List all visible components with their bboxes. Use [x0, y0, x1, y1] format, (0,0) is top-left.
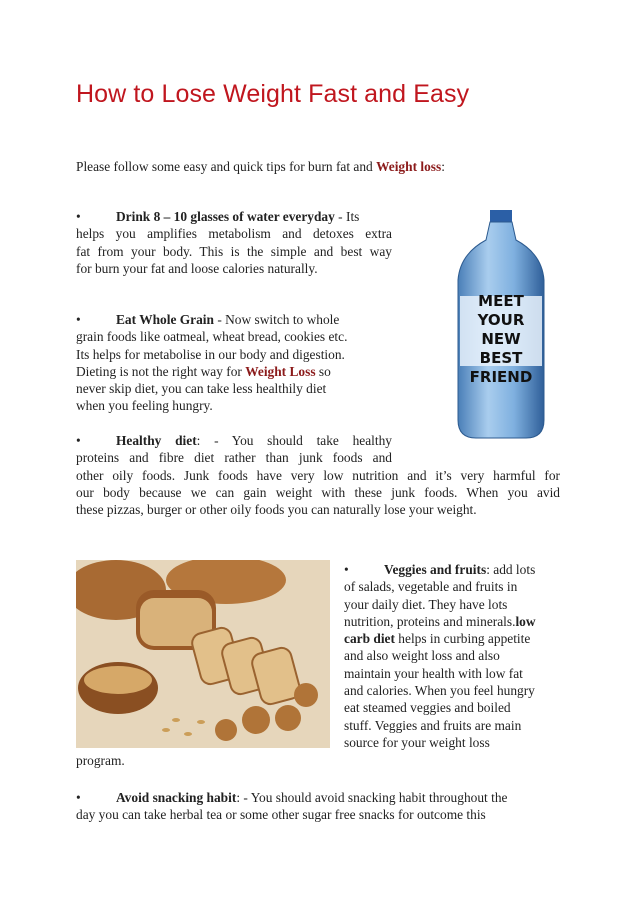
tip-veggies-text-0: : add lots [486, 562, 536, 577]
tip-water-text-2: fat from your body. This is the simple and best way [76, 243, 392, 259]
tip-diet-text-2: other oily foods. Junk foods have very low nutrition and it’s very harmful for [76, 467, 560, 483]
cookie [215, 719, 237, 741]
tip-grain [76, 311, 392, 415]
oats [84, 666, 152, 694]
tip-grain-text-3 [76, 363, 392, 380]
tip-veggies-line-1 [344, 561, 562, 578]
low-carb-link-2[interactable]: carb diet [344, 631, 395, 647]
tip-grain-text-5: when you feeling hungry. [76, 398, 213, 414]
low-carb-link-1[interactable]: low [515, 613, 536, 629]
water-bottle-image [446, 210, 556, 440]
tip-veggies-text-3a: nutrition, proteins and minerals. [344, 613, 516, 629]
bullet-icon: • [76, 209, 81, 224]
tip-veggies-text-6: maintain your health with low fat [344, 665, 523, 681]
tip-veggies-text-4 [344, 630, 562, 647]
bottle-label-word: MEET [478, 292, 524, 310]
bottle-label-word: YOUR [477, 311, 525, 329]
tip-snacking-text-1: day you can take herbal tea or some other sugar free snacks for outcome this [76, 807, 486, 823]
bullet-icon: • [76, 790, 81, 805]
cookie [242, 706, 270, 734]
intro-text: Please follow some easy and quick tips for burn fat and [76, 159, 377, 174]
cookie [294, 683, 318, 707]
tip-water-line-1 [76, 208, 392, 225]
tip-snacking [76, 789, 560, 824]
tip-veggies-text-7: and calories. When you feel hungry [344, 683, 535, 699]
tip-snacking-text-0: : - You should avoid snacking habit throughout the [236, 790, 508, 805]
tip-diet-line-1 [76, 432, 392, 449]
tip-veggies-text-2: your daily diet. They have lots [344, 596, 508, 612]
grain [184, 732, 192, 736]
tip-veggies-text-10: source for your weight loss [344, 734, 490, 750]
tip-grain-text-1: grain foods like oatmeal, wheat bread, cookies etc. [76, 329, 348, 345]
tip-veggies-text-5: and also weight loss and also [344, 648, 500, 664]
tip-veggies-text-1: of salads, vegetable and fruits in [344, 579, 518, 595]
tip-veggies-text-9: stuff. Veggies and fruits are main [344, 717, 522, 733]
tip-water-text-0: - Its [334, 209, 360, 224]
bottle-label-word: FRIEND [469, 368, 533, 386]
tip-grain-heading: Eat Whole Grain [116, 312, 214, 327]
tip-water-heading: Drink 8 – 10 glasses of water everyday [116, 209, 335, 224]
bottle-label-word: BEST [479, 349, 523, 367]
cookie [275, 705, 301, 731]
tip-diet-heading: Healthy diet [116, 433, 197, 448]
tip-diet-text-4: these pizzas, burger or other oily foods you can naturally lose your weight. [76, 502, 477, 518]
grain [162, 728, 170, 732]
tip-veggies-text-8: eat steamed veggies and boiled [344, 700, 511, 716]
tip-diet-text-1: proteins and fibre diet rather than junk foods and [76, 450, 392, 466]
tip-veggies-text-3 [344, 613, 562, 630]
tip-grain-text-3b: so [315, 363, 331, 379]
tip-veggies [344, 561, 562, 751]
page-title: How to Lose Weight Fast and Easy [76, 80, 470, 108]
tip-snacking-line-1 [76, 789, 560, 806]
tip-diet-text-3: our body because we can gain weight with these junk foods. When you avid [76, 484, 560, 500]
tip-grain-line-1 [76, 311, 392, 328]
intro-weight-loss-link[interactable]: Weight loss [376, 159, 442, 174]
tip-veggies-text-4a: helps in curbing appetite [394, 631, 531, 647]
intro-end: : [441, 159, 445, 174]
tip-snacking-heading: Avoid snacking habit [116, 790, 237, 805]
bottle-label-word: NEW [481, 330, 521, 348]
intro-paragraph [76, 158, 445, 175]
grain [172, 718, 180, 722]
tip-water-text-1: helps you amplifies metabolism and detoxes extra [76, 226, 392, 242]
bullet-icon: • [76, 312, 81, 327]
tip-grain-text-4: never skip diet, you can take less healthily diet [76, 381, 327, 397]
tip-grain-text-2: Its helps for metabolise in our body and digestion. [76, 346, 345, 362]
bullet-icon: • [344, 562, 349, 577]
bottle-cap [490, 210, 512, 222]
bullet-icon: • [76, 433, 81, 448]
tip-grain-text-3a: Dieting is not the right way for [76, 363, 246, 379]
tip-diet-text-0: : - You should take healthy [196, 433, 392, 448]
grain [197, 720, 205, 724]
whole-grain-bread-image [76, 560, 330, 748]
tip-grain-text-0: - Now switch to whole [213, 312, 340, 327]
tip-water-text-3: for burn your fat and loose calories naturally. [76, 260, 318, 276]
tip-water [76, 208, 392, 277]
weight-loss-link[interactable]: Weight Loss [245, 363, 316, 379]
tip-veggies-heading: Veggies and fruits [384, 562, 487, 577]
tip-veggies-text-11: program. [76, 753, 125, 768]
tip-diet [76, 432, 560, 518]
